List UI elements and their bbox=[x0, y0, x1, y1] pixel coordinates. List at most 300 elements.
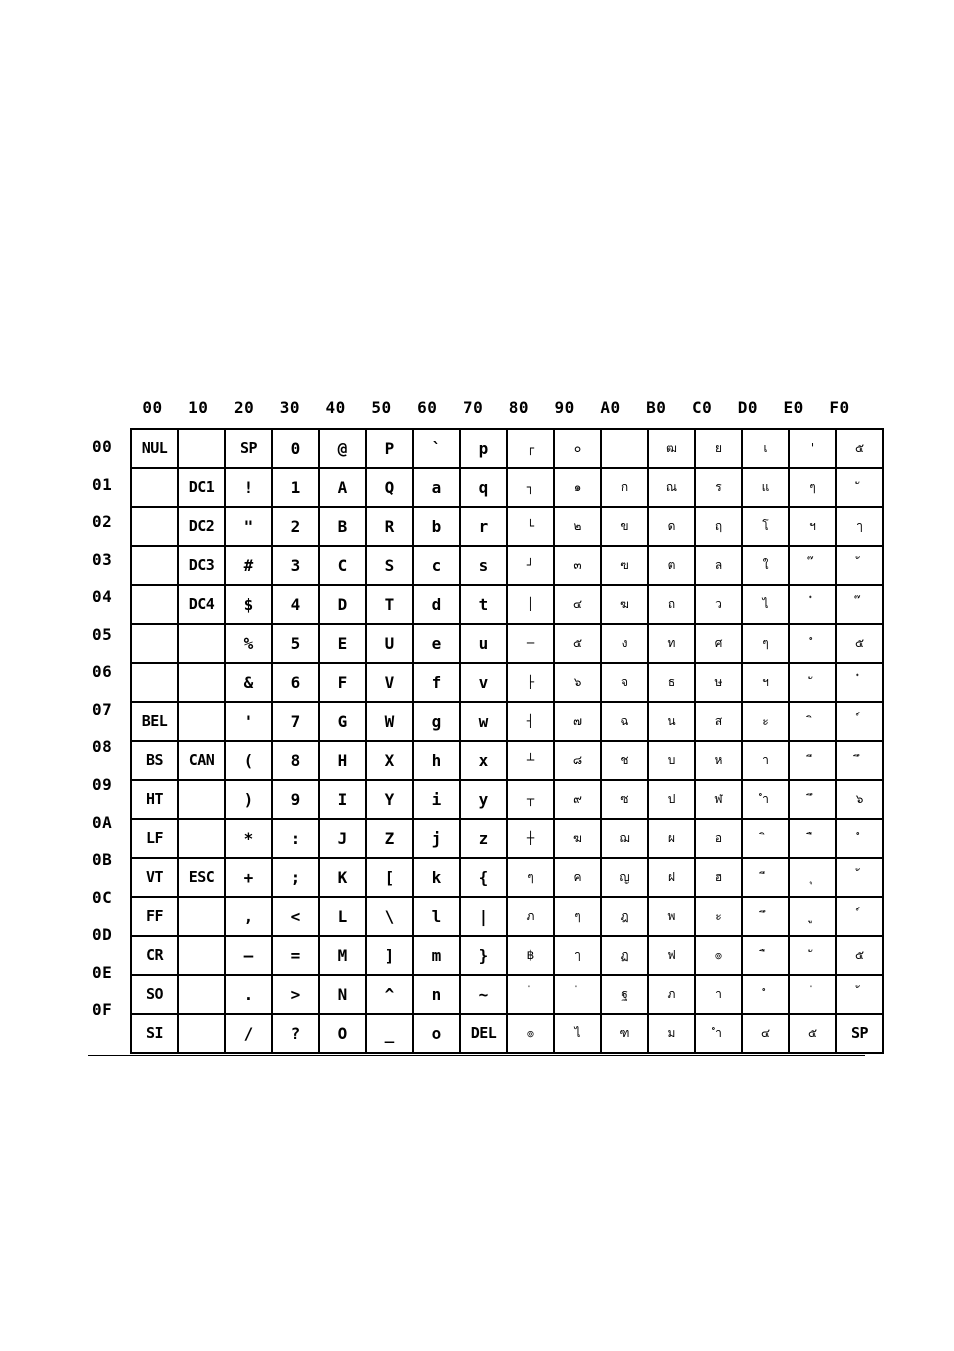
cell-char-05-30: 5 bbox=[290, 634, 301, 653]
row-header-03: 03 bbox=[92, 549, 113, 569]
table-cell bbox=[648, 663, 695, 702]
table-cell bbox=[601, 780, 648, 819]
cell-char-03-40: C bbox=[337, 556, 348, 575]
cell-char-0e-d0 bbox=[743, 976, 788, 1013]
table-cell bbox=[319, 741, 366, 780]
column-header-20: 20 bbox=[233, 398, 255, 417]
cell-char-0b-10: ESC bbox=[188, 868, 215, 886]
table-cell bbox=[225, 897, 272, 936]
column-header-00: 00 bbox=[142, 398, 163, 417]
table-cell bbox=[695, 585, 742, 624]
cell-char-03-90: ๓ bbox=[573, 558, 582, 572]
cell-char-07-b0: น bbox=[667, 714, 676, 728]
table-cell bbox=[319, 663, 366, 702]
cell-char-0c-50: \ bbox=[384, 907, 395, 926]
table-cell bbox=[366, 546, 413, 585]
cell-char-06-20: & bbox=[243, 673, 254, 692]
table-cell bbox=[319, 507, 366, 546]
cell-char-05-b0: ท bbox=[667, 636, 676, 650]
cell-char-03-f0 bbox=[837, 547, 882, 584]
cell-char-0a-c0: อ bbox=[714, 831, 723, 845]
table-cell bbox=[131, 429, 178, 468]
cell-char-02-c0: ฤ bbox=[714, 519, 723, 533]
code-grid bbox=[130, 428, 884, 1054]
cell-char-09-30: 9 bbox=[290, 790, 301, 809]
table-cell bbox=[554, 663, 601, 702]
cell-char-0e-00: SO bbox=[145, 985, 164, 1003]
column-header-a0: A0 bbox=[600, 398, 621, 417]
cell-char-01-40: A bbox=[337, 478, 348, 497]
table-cell bbox=[742, 936, 789, 975]
table-cell bbox=[554, 858, 601, 897]
table-cell bbox=[742, 780, 789, 819]
cell-char-06-80: ├ bbox=[526, 675, 535, 689]
cell-char-0c-60: l bbox=[431, 907, 442, 926]
cell-char-04-50: T bbox=[384, 595, 395, 614]
table-cell bbox=[742, 429, 789, 468]
row-header-0a: 0A bbox=[92, 812, 113, 832]
table-row bbox=[131, 858, 883, 897]
cell-char-07-20: ' bbox=[243, 712, 254, 731]
cell-char-02-70: r bbox=[478, 517, 489, 536]
table-cell bbox=[272, 897, 319, 936]
table-cell bbox=[178, 819, 225, 858]
cell-char-0b-d0 bbox=[743, 859, 788, 896]
table-cell bbox=[366, 858, 413, 897]
cell-char-09-e0 bbox=[790, 781, 835, 818]
cell-char-0c-30: < bbox=[290, 907, 301, 926]
cell-char-03-10: DC3 bbox=[188, 556, 215, 574]
cell-char-0f-c0: ำ bbox=[715, 1026, 722, 1040]
cell-char-00-70: p bbox=[478, 439, 489, 458]
cell-char-0f-a0: ฑ bbox=[619, 1026, 630, 1040]
table-cell bbox=[695, 507, 742, 546]
table-cell bbox=[225, 741, 272, 780]
table-cell bbox=[413, 702, 460, 741]
table-cell bbox=[131, 741, 178, 780]
cell-char-02-30: 2 bbox=[290, 517, 301, 536]
table-cell bbox=[272, 429, 319, 468]
cell-char-0e-c0: า bbox=[715, 987, 722, 1001]
table-cell bbox=[178, 429, 225, 468]
table-cell bbox=[178, 780, 225, 819]
table-cell bbox=[366, 468, 413, 507]
cell-char-0b-70: { bbox=[478, 868, 489, 887]
table-cell bbox=[178, 546, 225, 585]
table-cell bbox=[601, 468, 648, 507]
table-cell bbox=[272, 663, 319, 702]
table-cell bbox=[695, 1014, 742, 1053]
table-row bbox=[131, 897, 883, 936]
table-cell bbox=[554, 702, 601, 741]
table-cell bbox=[460, 1014, 507, 1053]
table-cell bbox=[366, 702, 413, 741]
cell-char-08-b0: บ bbox=[667, 753, 676, 767]
cell-char-07-40: G bbox=[337, 712, 348, 731]
cell-char-09-90: ๙ bbox=[573, 792, 582, 806]
table-cell bbox=[554, 468, 601, 507]
table-cell bbox=[225, 780, 272, 819]
cell-char-0c-70: | bbox=[478, 907, 489, 926]
table-cell bbox=[648, 429, 695, 468]
cell-char-01-d0: แ bbox=[761, 480, 770, 494]
cell-char-06-70: v bbox=[478, 673, 489, 692]
cell-char-08-40: H bbox=[337, 751, 348, 770]
column-header-80: 80 bbox=[508, 398, 530, 417]
cell-char-0d-60: m bbox=[431, 946, 442, 965]
table-cell bbox=[460, 975, 507, 1014]
cell-char-01-60: a bbox=[431, 478, 442, 497]
cell-char-06-a0: จ bbox=[620, 675, 629, 689]
table-cell bbox=[601, 507, 648, 546]
table-cell bbox=[695, 975, 742, 1014]
table-cell bbox=[695, 429, 742, 468]
table-cell bbox=[601, 897, 648, 936]
cell-char-0a-90: ฆ bbox=[573, 831, 582, 845]
table-cell bbox=[460, 741, 507, 780]
table-cell bbox=[178, 897, 225, 936]
table-cell bbox=[413, 780, 460, 819]
table-cell bbox=[601, 858, 648, 897]
cell-char-03-e0 bbox=[790, 547, 835, 584]
cell-char-09-c0: ฬ bbox=[714, 792, 723, 806]
table-cell bbox=[836, 546, 883, 585]
column-header-70: 70 bbox=[462, 398, 484, 417]
table-cell bbox=[366, 936, 413, 975]
table-cell bbox=[648, 858, 695, 897]
table-cell bbox=[460, 468, 507, 507]
cell-char-07-70: w bbox=[478, 712, 489, 731]
cell-char-09-40: I bbox=[337, 790, 348, 809]
cell-char-09-a0: ซ bbox=[620, 792, 629, 806]
cell-char-09-20: ) bbox=[243, 790, 254, 809]
cell-char-04-70: t bbox=[478, 595, 489, 614]
table-cell bbox=[460, 936, 507, 975]
table-cell bbox=[836, 936, 883, 975]
cell-char-0a-e0 bbox=[790, 820, 835, 857]
table-cell bbox=[554, 819, 601, 858]
table-cell bbox=[836, 663, 883, 702]
cell-char-0e-60: n bbox=[431, 985, 442, 1004]
table-cell bbox=[695, 936, 742, 975]
table-cell bbox=[225, 429, 272, 468]
cell-char-05-90: ๕ bbox=[572, 636, 583, 650]
cell-char-0f-80: ๏ bbox=[526, 1026, 535, 1040]
cell-char-08-20: ( bbox=[243, 751, 254, 770]
cell-char-07-c0: ส bbox=[714, 714, 723, 728]
table-cell bbox=[178, 975, 225, 1014]
table-cell bbox=[366, 819, 413, 858]
table-cell bbox=[742, 741, 789, 780]
cell-char-09-f0: ๖ bbox=[855, 792, 864, 806]
row-header-0b: 0B bbox=[92, 850, 113, 870]
table-cell bbox=[601, 741, 648, 780]
cell-char-08-e0 bbox=[790, 742, 835, 779]
table-cell bbox=[413, 429, 460, 468]
cell-char-09-50: Y bbox=[384, 790, 395, 809]
table-cell bbox=[272, 741, 319, 780]
table-cell bbox=[131, 780, 178, 819]
table-cell bbox=[507, 585, 554, 624]
column-header-10: 10 bbox=[188, 398, 209, 417]
cell-char-06-f0 bbox=[837, 664, 882, 701]
cell-char-0f-b0: ม bbox=[667, 1026, 676, 1040]
table-cell bbox=[648, 1014, 695, 1053]
table-cell bbox=[742, 546, 789, 585]
cell-char-07-90: ๗ bbox=[572, 714, 583, 728]
table-cell bbox=[554, 585, 601, 624]
cell-char-01-80: ┐ bbox=[526, 480, 535, 494]
cell-char-07-30: 7 bbox=[290, 712, 301, 731]
cell-char-0c-40: L bbox=[337, 907, 348, 926]
cell-char-02-20: " bbox=[243, 517, 254, 536]
cell-char-0d-d0 bbox=[743, 937, 788, 974]
cell-char-09-b0: ป bbox=[667, 792, 676, 806]
cell-char-01-50: Q bbox=[384, 478, 395, 497]
table-cell bbox=[601, 624, 648, 663]
table-cell bbox=[319, 585, 366, 624]
cell-char-02-40: B bbox=[337, 517, 348, 536]
cell-char-01-b0: ณ bbox=[665, 480, 678, 494]
column-header-f0: F0 bbox=[829, 398, 850, 417]
table-row bbox=[131, 546, 883, 585]
cell-char-03-80: ┘ bbox=[526, 558, 535, 572]
table-cell bbox=[789, 663, 836, 702]
table-cell bbox=[131, 702, 178, 741]
row-header-01: 01 bbox=[92, 474, 113, 494]
cell-char-07-a0: ฉ bbox=[620, 714, 629, 728]
cell-char-08-d0: า bbox=[762, 753, 769, 767]
table-cell bbox=[695, 780, 742, 819]
table-cell bbox=[648, 507, 695, 546]
column-header-30: 30 bbox=[279, 398, 301, 417]
table-cell bbox=[460, 429, 507, 468]
horizontal-rule bbox=[88, 1055, 865, 1056]
cell-char-00-f0: ๕ bbox=[854, 441, 865, 455]
table-cell bbox=[789, 429, 836, 468]
table-cell bbox=[225, 702, 272, 741]
cell-char-0d-c0: ๏ bbox=[714, 948, 723, 962]
cell-char-05-40: E bbox=[337, 634, 348, 653]
table-cell bbox=[319, 468, 366, 507]
table-cell bbox=[554, 975, 601, 1014]
table-cell bbox=[507, 936, 554, 975]
table-cell bbox=[178, 1014, 225, 1053]
table-cell bbox=[366, 780, 413, 819]
table-cell bbox=[601, 663, 648, 702]
table-cell bbox=[272, 858, 319, 897]
cell-char-00-50: P bbox=[384, 439, 395, 458]
table-cell bbox=[131, 585, 178, 624]
table-cell bbox=[460, 585, 507, 624]
table-cell bbox=[554, 507, 601, 546]
cell-char-0f-30: ? bbox=[290, 1024, 301, 1043]
table-cell bbox=[272, 975, 319, 1014]
table-cell bbox=[225, 1014, 272, 1053]
cell-char-0a-f0 bbox=[837, 820, 882, 857]
table-row bbox=[131, 663, 883, 702]
cell-char-04-10: DC4 bbox=[188, 595, 215, 613]
cell-char-09-80: ┬ bbox=[526, 792, 535, 806]
table-row bbox=[131, 624, 883, 663]
table-cell bbox=[601, 819, 648, 858]
table-cell bbox=[272, 468, 319, 507]
table-cell bbox=[836, 858, 883, 897]
cell-char-02-80: └ bbox=[526, 519, 535, 533]
cell-char-0a-70: z bbox=[478, 829, 489, 848]
cell-char-01-20: ! bbox=[243, 478, 254, 497]
table-cell bbox=[789, 624, 836, 663]
cell-char-0d-40: M bbox=[337, 946, 348, 965]
table-cell bbox=[836, 1014, 883, 1053]
table-cell bbox=[366, 507, 413, 546]
cell-char-0d-90: ๅ bbox=[574, 948, 581, 962]
table-cell bbox=[413, 975, 460, 1014]
table-cell bbox=[272, 819, 319, 858]
cell-char-02-10: DC2 bbox=[188, 517, 215, 535]
cell-char-02-60: b bbox=[431, 517, 442, 536]
table-cell bbox=[554, 897, 601, 936]
cell-char-08-90: ๘ bbox=[572, 753, 583, 767]
cell-char-01-70: q bbox=[478, 478, 489, 497]
cell-char-0f-50: _ bbox=[384, 1024, 395, 1043]
table-cell bbox=[742, 819, 789, 858]
table-cell bbox=[789, 897, 836, 936]
table-cell bbox=[319, 975, 366, 1014]
cell-char-08-00: BS bbox=[145, 751, 164, 769]
table-cell bbox=[413, 663, 460, 702]
table-row bbox=[131, 741, 883, 780]
table-row bbox=[131, 702, 883, 741]
table-cell bbox=[413, 819, 460, 858]
row-header-00: 00 bbox=[92, 437, 113, 456]
table-cell bbox=[413, 468, 460, 507]
cell-char-0e-b0: ภ bbox=[667, 987, 676, 1001]
table-cell bbox=[178, 702, 225, 741]
table-cell bbox=[695, 624, 742, 663]
table-cell bbox=[789, 780, 836, 819]
cell-char-0e-90 bbox=[555, 976, 600, 1013]
cell-char-0d-e0 bbox=[790, 937, 835, 974]
cell-char-08-a0: ช bbox=[620, 753, 629, 767]
table-cell bbox=[836, 975, 883, 1014]
table-cell bbox=[789, 1014, 836, 1053]
table-cell bbox=[460, 624, 507, 663]
cell-char-0a-d0 bbox=[743, 820, 788, 857]
table-cell bbox=[648, 936, 695, 975]
table-cell bbox=[131, 858, 178, 897]
table-cell bbox=[648, 702, 695, 741]
cell-char-08-80: ┴ bbox=[526, 753, 535, 767]
table-cell bbox=[742, 663, 789, 702]
cell-char-0a-20: * bbox=[243, 829, 254, 848]
cell-char-0a-b0: ผ bbox=[667, 831, 676, 845]
table-cell bbox=[225, 585, 272, 624]
cell-char-0b-20: + bbox=[243, 868, 254, 887]
table-cell bbox=[742, 507, 789, 546]
cell-char-08-50: X bbox=[384, 751, 395, 770]
table-cell bbox=[601, 702, 648, 741]
table-cell bbox=[460, 663, 507, 702]
column-header-b0: B0 bbox=[646, 398, 667, 417]
table-cell bbox=[507, 858, 554, 897]
cell-char-05-80: ─ bbox=[526, 636, 535, 650]
cell-char-08-f0 bbox=[837, 742, 882, 779]
cell-char-0e-80 bbox=[508, 976, 553, 1013]
cell-char-0c-f0 bbox=[837, 898, 882, 935]
table-cell bbox=[836, 741, 883, 780]
cell-char-00-30: 0 bbox=[290, 439, 301, 458]
table-cell bbox=[460, 702, 507, 741]
table-cell bbox=[131, 546, 178, 585]
table-cell bbox=[648, 741, 695, 780]
table-cell bbox=[695, 819, 742, 858]
table-cell bbox=[836, 585, 883, 624]
column-header-50: 50 bbox=[371, 398, 392, 417]
cell-char-0c-b0: พ bbox=[667, 909, 676, 923]
table-cell bbox=[460, 546, 507, 585]
cell-char-09-60: i bbox=[431, 790, 442, 809]
cell-char-04-e0 bbox=[790, 586, 835, 623]
cell-char-08-10: CAN bbox=[188, 751, 215, 769]
table-cell bbox=[695, 858, 742, 897]
table-cell bbox=[272, 936, 319, 975]
cell-char-00-c0: ย bbox=[714, 441, 723, 455]
column-header-d0: D0 bbox=[737, 398, 759, 417]
cell-char-0c-c0: ะ bbox=[715, 909, 722, 923]
cell-char-00-e0: ' bbox=[810, 441, 815, 455]
cell-char-05-a0: ง bbox=[621, 636, 628, 650]
table-cell bbox=[460, 858, 507, 897]
cell-char-04-60: d bbox=[431, 595, 442, 614]
table-cell bbox=[366, 663, 413, 702]
table-cell bbox=[272, 780, 319, 819]
row-header-0f: 0F bbox=[92, 1000, 113, 1020]
cell-char-06-90: ๖ bbox=[573, 675, 582, 689]
cell-char-06-b0: ธ bbox=[667, 675, 676, 689]
table-cell bbox=[319, 624, 366, 663]
table-row bbox=[131, 975, 883, 1014]
cell-char-03-30: 3 bbox=[290, 556, 301, 575]
cell-char-00-60: ` bbox=[431, 439, 442, 458]
cell-char-08-c0: ห bbox=[714, 753, 723, 767]
cell-char-0f-40: O bbox=[337, 1024, 348, 1043]
table-cell bbox=[789, 975, 836, 1014]
cell-char-04-80: │ bbox=[526, 597, 535, 611]
row-header-02: 02 bbox=[92, 512, 113, 532]
table-cell bbox=[225, 858, 272, 897]
table-cell bbox=[695, 468, 742, 507]
cell-char-09-70: y bbox=[478, 790, 489, 809]
table-cell bbox=[178, 468, 225, 507]
table-cell bbox=[507, 897, 554, 936]
table-cell bbox=[413, 546, 460, 585]
row-header-0d: 0D bbox=[92, 925, 113, 945]
table-cell bbox=[695, 702, 742, 741]
cell-char-07-60: g bbox=[431, 712, 442, 731]
column-header-40: 40 bbox=[325, 398, 346, 417]
table-cell bbox=[225, 819, 272, 858]
cell-char-03-50: S bbox=[384, 556, 395, 575]
row-header-0e: 0E bbox=[92, 962, 113, 982]
cell-char-07-80: ┤ bbox=[526, 714, 535, 728]
cell-char-09-d0: ำ bbox=[762, 792, 769, 806]
table-cell bbox=[460, 819, 507, 858]
cell-char-0f-e0: ๕ bbox=[807, 1026, 818, 1040]
table-cell bbox=[554, 780, 601, 819]
table-cell bbox=[178, 858, 225, 897]
table-row bbox=[131, 936, 883, 975]
